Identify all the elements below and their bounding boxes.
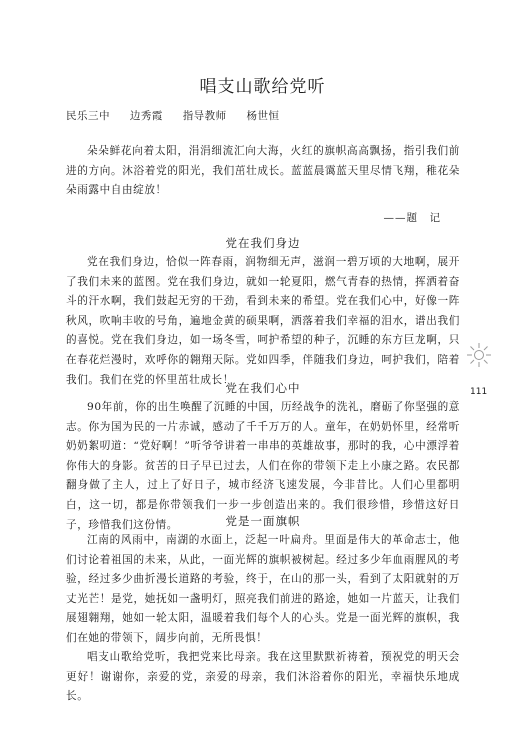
epigraph-signature: ——题 记	[383, 212, 441, 224]
section-3-paragraph-1: 江南的风雨中，南湖的水面上，泛起一叶扁舟。里面是伟大的革命志士，他们讨论着祖国的未来，从此，一面光辉的旗帜被树起。经过多少年血雨腥风的考验，经过多少曲折漫长道路的考验，终于，在山的那一头，看到了太阳就射的万丈光芒！是党，她抚如一盏明灯，照亮我们前进的路途，她如一片蓝天，让我们展翅翱翔，她如一轮太阳，温暖着我们每个人的心头。党是一面光辉的旗帜，我们在她的带领下，阔步向前，无所畏惧！	[66, 534, 460, 644]
section-heading-1: 党在我们身边	[225, 236, 301, 250]
intro-paragraph: 朵朵鲜花向着太阳，涓涓细流汇向大海，火红的旗帜高高飘扬，指引我们前进的方向。沐浴着党的阳光，我们茁壮成长。蓝蓝晨霭蓝天里尽情飞翔，稚花朵朵雨露中自由绽放！	[66, 145, 460, 197]
page-title: 唱支山歌给党听	[199, 77, 326, 97]
page-number: 111	[470, 387, 488, 397]
section-heading-2: 党在我们心中	[225, 381, 301, 395]
byline-role: 指导教师	[182, 110, 227, 122]
section-heading-3: 党是一面旗帜	[225, 514, 301, 528]
sunburst-ornament-icon	[466, 342, 492, 368]
byline-teacher: 杨世恒	[246, 110, 280, 122]
byline-author: 边秀霞	[129, 110, 163, 122]
byline	[66, 108, 296, 123]
section-2-paragraph-1: 90年前，你的出生唤醒了沉睡的中国，历经战争的洗礼，磨砺了你坚强的意志。你为国为民的一片赤诚，感动了千千万万的人。童年，在奶奶怀里，经常听奶奶絮叨道：“党好啊！”听爷爷讲着一串串的英雄故事，那时的我，心中漂浮着你伟大的身影。贫苦的日子早已过去，人们在你的带领下走上小康之路。农民都翻身做了主人，过上了好日子，城市经济飞速发展，今非昔比。人们心里都明白，这一切，都是你带领我们一步一步创造出来的。我们很珍惜，珍惜这好日子，珍惜我们这份情。	[66, 401, 460, 531]
byline-school: 民乐三中	[66, 110, 110, 122]
section-1-paragraph-1: 党在我们身边，恰似一阵春雨，润物细无声，滋润一碧万顷的大地啊，展开了我们未来的蓝图。党在我们身边，就如一轮夏阳，燃气青春的热情，挥洒着奋斗的汗水啊，我们鼓起无穷的干劲，看到未来的希望。党在我们心中，好像一阵秋风，吹响丰收的号角，遍地金黄的硕果啊，洒落着我们幸福的泪水，谱出我们的喜悦。党在我们身边，如一场冬雪，呵护希望的种子，沉睡的东方巨龙啊，只在春花烂漫时，欢呼你的翱翔天际。党如四季，伴随我们身边，呵护我们，陪着我们。我们在党的怀里茁壮成长！	[66, 256, 460, 386]
section-3-paragraph-2: 唱支山歌给党听，我把党来比母亲。我在这里默默祈祷着，预祝党的明天会更好！谢谢你，亲爱的党，亲爱的母亲，我们沐浴着你的阳光，幸福快乐地成长。	[66, 651, 460, 703]
